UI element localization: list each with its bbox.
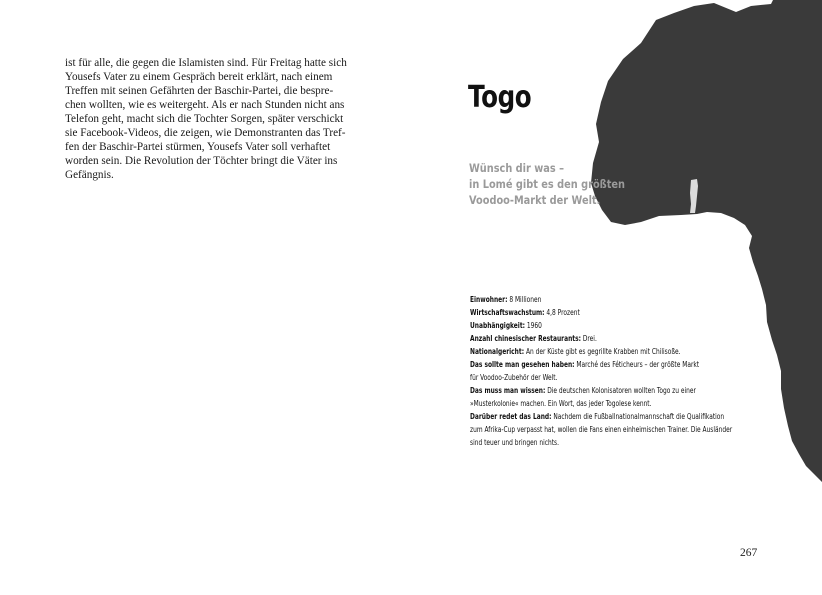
text-line: worden sein. Die Revolution der Töchter bringt die Väter ins [65, 155, 338, 167]
fact-text: Drei. [580, 334, 597, 343]
fact-line [470, 436, 732, 449]
text-line: Gefängnis. [65, 169, 114, 181]
fact-text: Die deutschen Kolonisatoren wollten Togo zu einer [545, 386, 696, 395]
text-line: chen wollten, wie es weitergeht. Als er nach Stunden nicht ans [65, 99, 345, 111]
fact-label: Anzahl chinesischer Restaurants: [470, 334, 581, 343]
teaser-line: Wünsch dir was – [469, 161, 564, 175]
fact-text: »Musterkolonie« machen. Ein Wort, das jeder Togolese kennt. [470, 399, 652, 408]
fact-text: 4,8 Prozent [544, 308, 580, 317]
fact-line [470, 332, 732, 345]
fact-line [470, 319, 732, 332]
fact-label: Darüber redet das Land: [470, 412, 552, 421]
fact-line [470, 423, 732, 436]
fact-text: 8 Millionen [507, 295, 542, 304]
fact-text: An der Küste gibt es gegrillte Krabben mit Chilisoße. [524, 347, 681, 356]
teaser-line: Voodoo-Markt der Welt. [469, 193, 601, 207]
fact-line [470, 371, 732, 384]
fact-text: sind teuer und bringen nichts. [470, 438, 559, 447]
fact-line [470, 306, 732, 319]
fact-line [470, 397, 732, 410]
fact-line [470, 384, 732, 397]
fact-line [470, 345, 732, 358]
fact-text: Marché des Féticheurs – der größte Markt [574, 360, 700, 369]
fact-label: Nationalgericht: [470, 347, 525, 356]
country-title: Togo [468, 80, 532, 115]
fact-label: Unabhängigkeit: [470, 321, 526, 330]
text-line: sie Facebook-Videos, die zeigen, wie Demonstranten das Tref- [65, 127, 346, 139]
text-line: ist für alle, die gegen die Islamisten sind. Für Freitag hatte sich [65, 57, 347, 69]
fact-text: 1960 [525, 321, 542, 330]
fact-line [470, 358, 732, 371]
fact-label: Wirtschaftswachstum: [470, 308, 545, 317]
fact-label: Einwohner: [470, 295, 508, 304]
right-page [411, 0, 822, 595]
text-line: fen der Baschir-Partei stürmen, Yousefs Vater soll verhaftet [65, 141, 331, 153]
body-text [65, 56, 355, 182]
fact-box [470, 293, 732, 449]
teaser-line: in Lomé gibt es den größten [469, 177, 625, 191]
fact-label: Das muss man wissen: [470, 386, 546, 395]
fact-line [470, 410, 732, 423]
page-number: 267 [740, 547, 758, 559]
fact-line [470, 293, 732, 306]
text-line: Telefon geht, macht sich die Tochter Sorgen, später verschickt [65, 113, 344, 125]
text-line: Treffen mit seinen Gefährten der Baschir-Partei, die bespre- [65, 85, 334, 97]
teaser-text [469, 160, 625, 208]
fact-text: Nachdem die Fußballnationalmannschaft die Qualifikation [551, 412, 725, 421]
text-line: Yousefs Vater zu einem Gespräch bereit erklärt, nach einem [65, 71, 333, 83]
fact-text: zum Afrika-Cup verpasst hat, wollen die Fans einen einheimischen Trainer. Die Ausländer [470, 425, 733, 434]
fact-label: Das sollte man gesehen haben: [470, 360, 575, 369]
fact-text: für Voodoo-Zubehör der Welt. [470, 373, 558, 382]
